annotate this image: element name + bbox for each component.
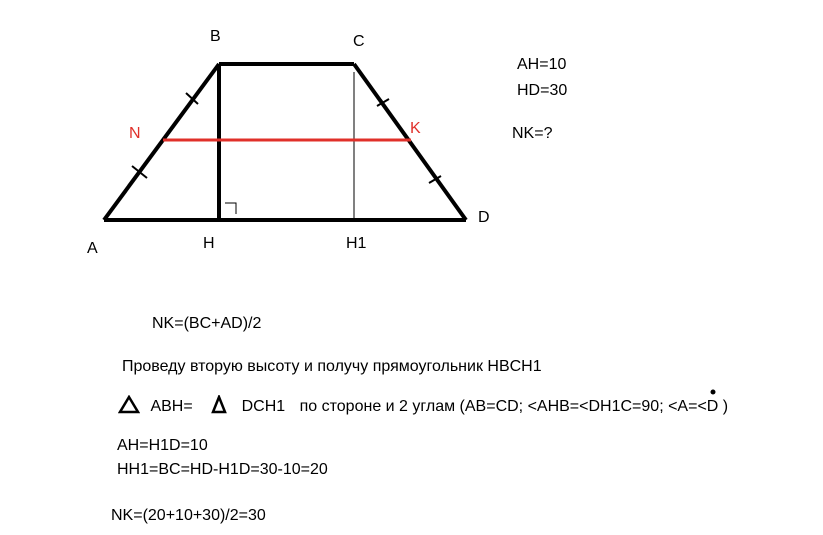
triangle-dch1: DCH1 <box>241 398 286 415</box>
label-n: N <box>129 125 141 142</box>
label-a: A <box>87 240 98 257</box>
label-k: K <box>410 120 421 137</box>
question-nk: NK=? <box>512 125 553 142</box>
given-hd: HD=30 <box>517 82 568 99</box>
triangle-symbol-icon <box>211 395 227 414</box>
solution-step1: Проведу вторую высоту и получу прямоугольник HBCH1 <box>122 358 542 375</box>
side-ab <box>104 64 219 220</box>
label-h: H <box>203 235 215 252</box>
given-ah: AH=10 <box>517 56 567 73</box>
label-h1: H1 <box>346 235 367 252</box>
equation-hh1: HH1=BC=HD-H1D=30-10=20 <box>117 461 328 478</box>
triangle-symbol-icon <box>118 395 140 414</box>
dot-mark <box>711 390 716 395</box>
label-d: D <box>478 209 490 226</box>
side-cd <box>354 64 466 220</box>
answer-nk: NK=(20+10+30)/2=30 <box>111 507 266 524</box>
label-b: B <box>210 28 221 45</box>
right-angle-mark <box>225 203 236 214</box>
equation-ah: AH=H1D=10 <box>117 437 208 454</box>
triangle-abh: ABH= <box>150 398 193 415</box>
label-c: C <box>353 33 365 50</box>
congruence-reason: по стороне и 2 углам (AB=CD; <AHB=<DH1C=90; <A=<D ) <box>299 398 729 415</box>
formula-nk: NK=(BC+AD)/2 <box>152 315 262 332</box>
congruence-line <box>118 395 728 415</box>
